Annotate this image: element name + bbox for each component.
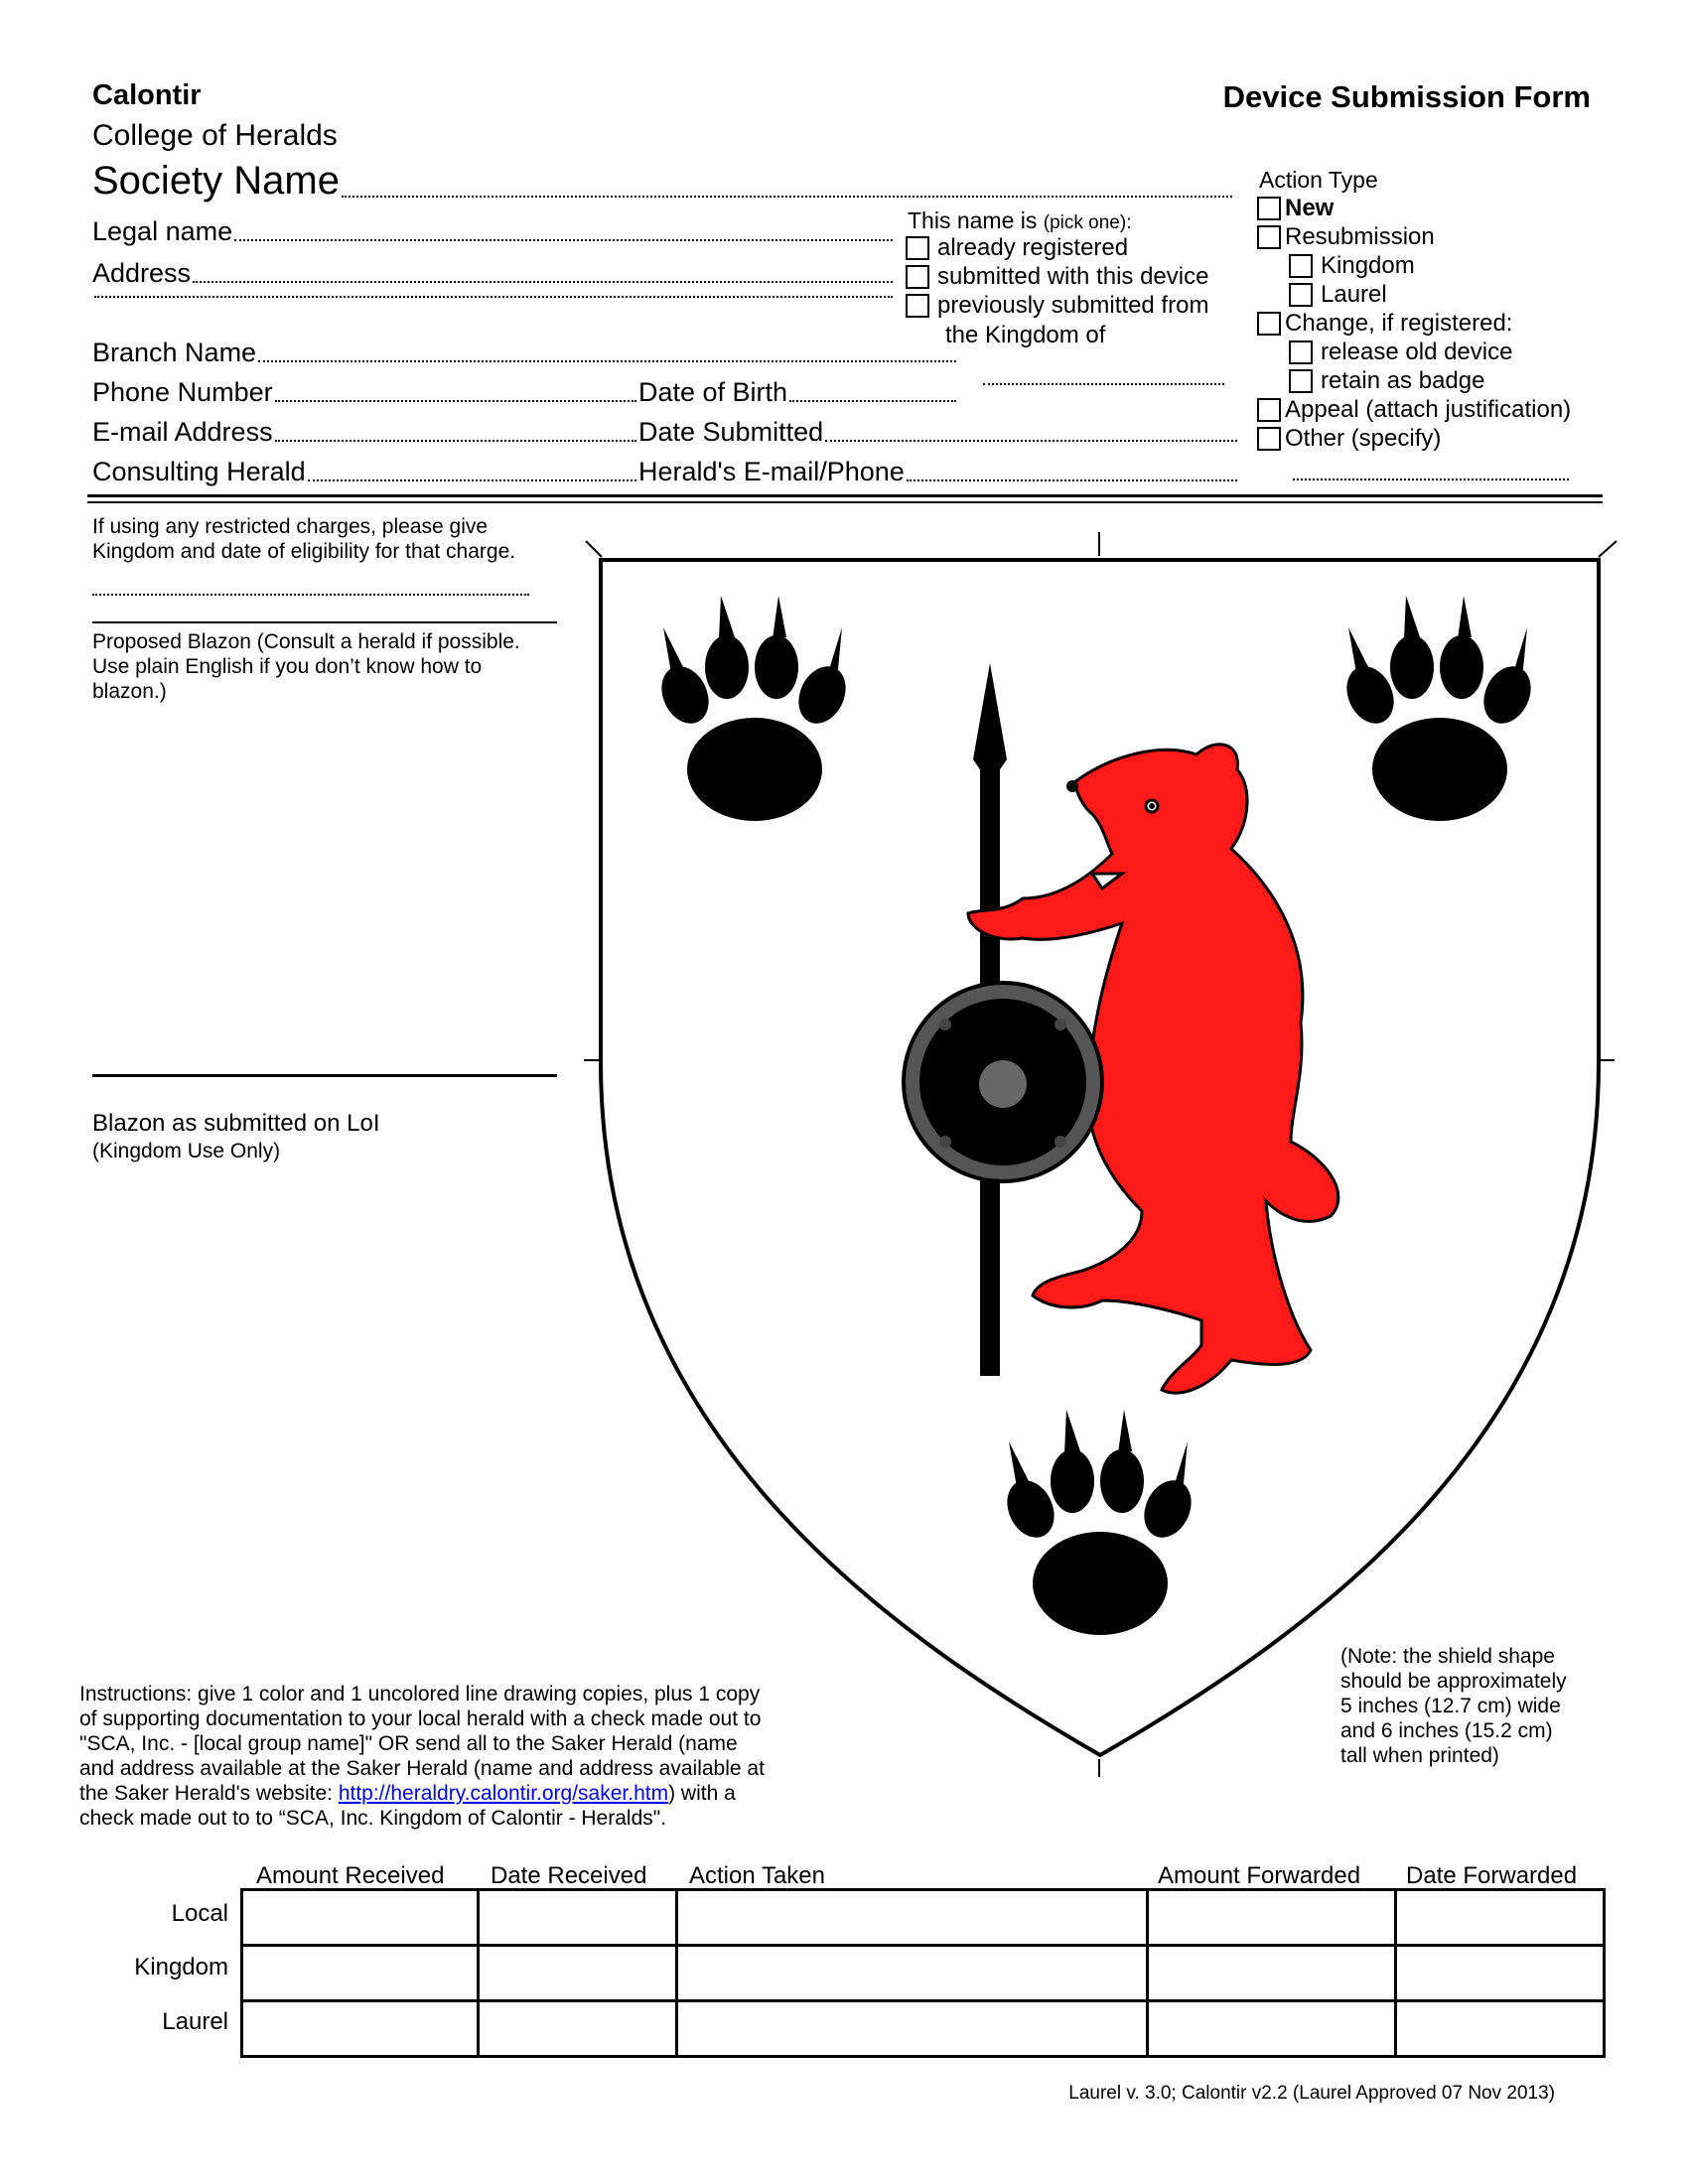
address-field[interactable]	[92, 258, 895, 289]
action-type-title: Action Type	[1259, 167, 1378, 193]
checkbox[interactable]	[906, 265, 929, 289]
round-shield-charge	[904, 983, 1102, 1181]
checkbox[interactable]	[1257, 427, 1281, 451]
email-address-label: E-mail Address	[92, 417, 273, 447]
address-label: Address	[92, 258, 192, 288]
ledger-cell[interactable]	[677, 1946, 1148, 2001]
ledger-cell[interactable]	[479, 2001, 677, 2057]
checkbox[interactable]	[1257, 312, 1281, 336]
ledger-cell[interactable]	[1396, 1890, 1605, 1946]
consulting-herald-field[interactable]	[92, 457, 638, 487]
ledger-cell[interactable]	[677, 1890, 1148, 1946]
version-footer: Laurel v. 3.0; Calontir v2.2 (Laurel Approved 07 Nov 2013)	[1068, 2083, 1555, 2104]
checkbox[interactable]	[1289, 369, 1313, 393]
action-appeal[interactable]: Appeal (attach justification)	[1257, 396, 1571, 424]
ledger-cell[interactable]	[479, 1890, 677, 1946]
action-change[interactable]: Change, if registered:	[1257, 310, 1512, 338]
society-name-label: Society Name	[92, 159, 340, 203]
shield-size-note: (Note: the shield shape should be approximately 5 inches (12.7 cm) wide and 6 inches (15.2 cm) tall when printed)	[1340, 1645, 1567, 1767]
action-other-input[interactable]	[1293, 457, 1569, 480]
checkbox[interactable]	[1289, 283, 1313, 307]
ledger-cell[interactable]	[1396, 1946, 1605, 2001]
table-row	[242, 1946, 1605, 2001]
ledger-cell[interactable]	[242, 2001, 479, 2057]
address-line-2-field[interactable]	[92, 296, 895, 304]
branch-name-label: Branch Name	[92, 338, 257, 367]
col-date-forwarded: Date Forwarded	[1406, 1862, 1578, 1889]
col-action-taken: Action Taken	[689, 1862, 825, 1889]
date-of-birth-field[interactable]	[638, 377, 958, 408]
name-status-kingdom-of: the Kingdom of	[945, 322, 1106, 348]
blazon-rule	[92, 1074, 557, 1077]
row-laurel: Laurel	[162, 2008, 228, 2035]
row-kingdom: Kingdom	[134, 1954, 228, 1980]
lol-blazon-label: Blazon as submitted on LoI	[92, 1110, 380, 1137]
row-local: Local	[171, 1900, 228, 1927]
ledger-cell[interactable]	[242, 1890, 479, 1946]
date-submitted-field[interactable]	[638, 417, 1239, 448]
name-status-title: This name is (pick one):	[908, 207, 1132, 233]
checkbox[interactable]	[1289, 341, 1313, 364]
processing-ledger	[240, 1888, 1606, 2058]
checkbox[interactable]	[1257, 398, 1281, 422]
org-name: Calontir	[92, 79, 202, 111]
checkbox[interactable]	[1257, 225, 1281, 249]
legal-name-field[interactable]	[92, 216, 895, 247]
checkbox[interactable]	[906, 294, 929, 318]
ledger-cell[interactable]	[479, 1946, 677, 2001]
kingdom-use-only: (Kingdom Use Only)	[92, 1140, 281, 1162]
table-row	[242, 1890, 1605, 1946]
college-name: College of Heralds	[92, 119, 338, 152]
action-resubmission-kingdom[interactable]: Kingdom	[1289, 252, 1415, 280]
proposed-blazon-input[interactable]	[92, 707, 557, 1064]
checkbox[interactable]	[1257, 197, 1281, 220]
instructions: Instructions: give 1 color and 1 uncolored line drawing copies, plus 1 copy of supporting documentation to your local herald with a check made out to "SCA, Inc. - [local group name]" OR send all to the Saker Herald (name and address available at the Saker Herald (name and address available at the Saker Herald's website: http://heraldry.calontir.org/saker.htm) with a check made out to to “SCA, Inc. Kingdom of Calontir - Heralds".	[79, 1683, 765, 1830]
society-name-field[interactable]	[92, 159, 1234, 204]
action-resubmission[interactable]: Resubmission	[1257, 223, 1435, 251]
device-emblazon	[576, 531, 1628, 1782]
proposed-blazon-label: Proposed Blazon (Consult a herald if possible. Use plain English if you don’t know how to blazon.)	[92, 630, 520, 703]
branch-name-field[interactable]	[92, 338, 958, 368]
name-status-option-submitted[interactable]: submitted with this device	[906, 263, 1208, 291]
legal-name-label: Legal name	[92, 216, 233, 246]
col-amount-received: Amount Received	[256, 1862, 445, 1889]
kingdom-of-input[interactable]	[983, 357, 1224, 385]
checkbox[interactable]	[1289, 254, 1313, 278]
table-row	[242, 2001, 1605, 2057]
ledger-cell[interactable]	[1396, 2001, 1605, 2057]
ledger-cell[interactable]	[1148, 1946, 1396, 2001]
action-change-retain[interactable]: retain as badge	[1289, 367, 1484, 395]
phone-number-field[interactable]	[92, 377, 638, 408]
divider-top	[87, 494, 1603, 497]
checkbox[interactable]	[906, 236, 929, 260]
herald-contact-label: Herald's E-mail/Phone	[638, 457, 905, 486]
action-new[interactable]: New	[1257, 195, 1334, 222]
restricted-charges-note: If using any restricted charges, please give Kingdom and date of eligibility for that charge.	[92, 515, 516, 563]
action-change-release[interactable]: release old device	[1289, 339, 1512, 366]
action-resubmission-laurel[interactable]: Laurel	[1289, 281, 1387, 309]
col-date-received: Date Received	[491, 1862, 647, 1889]
saker-herald-link[interactable]: http://heraldry.calontir.org/saker.htm	[338, 1782, 669, 1805]
ledger-cell[interactable]	[1148, 2001, 1396, 2057]
name-status-option-previously[interactable]: previously submitted from	[906, 292, 1208, 320]
date-of-birth-label: Date of Birth	[638, 377, 788, 407]
restricted-rule	[92, 621, 557, 623]
phone-number-label: Phone Number	[92, 377, 273, 407]
ledger-cell[interactable]	[1148, 1890, 1396, 1946]
email-address-field[interactable]	[92, 417, 638, 448]
ledger-cell[interactable]	[677, 2001, 1148, 2057]
divider-bottom	[87, 501, 1603, 503]
consulting-herald-label: Consulting Herald	[92, 457, 306, 486]
col-amount-forwarded: Amount Forwarded	[1158, 1862, 1361, 1889]
form-title: Device Submission Form	[1222, 79, 1591, 114]
herald-contact-field[interactable]	[638, 457, 1239, 487]
restricted-charges-input[interactable]	[92, 594, 529, 596]
date-submitted-label: Date Submitted	[638, 417, 824, 447]
name-status-option-registered[interactable]: already registered	[906, 234, 1128, 262]
action-other[interactable]: Other (specify)	[1257, 425, 1441, 453]
ledger-cell[interactable]	[242, 1946, 479, 2001]
